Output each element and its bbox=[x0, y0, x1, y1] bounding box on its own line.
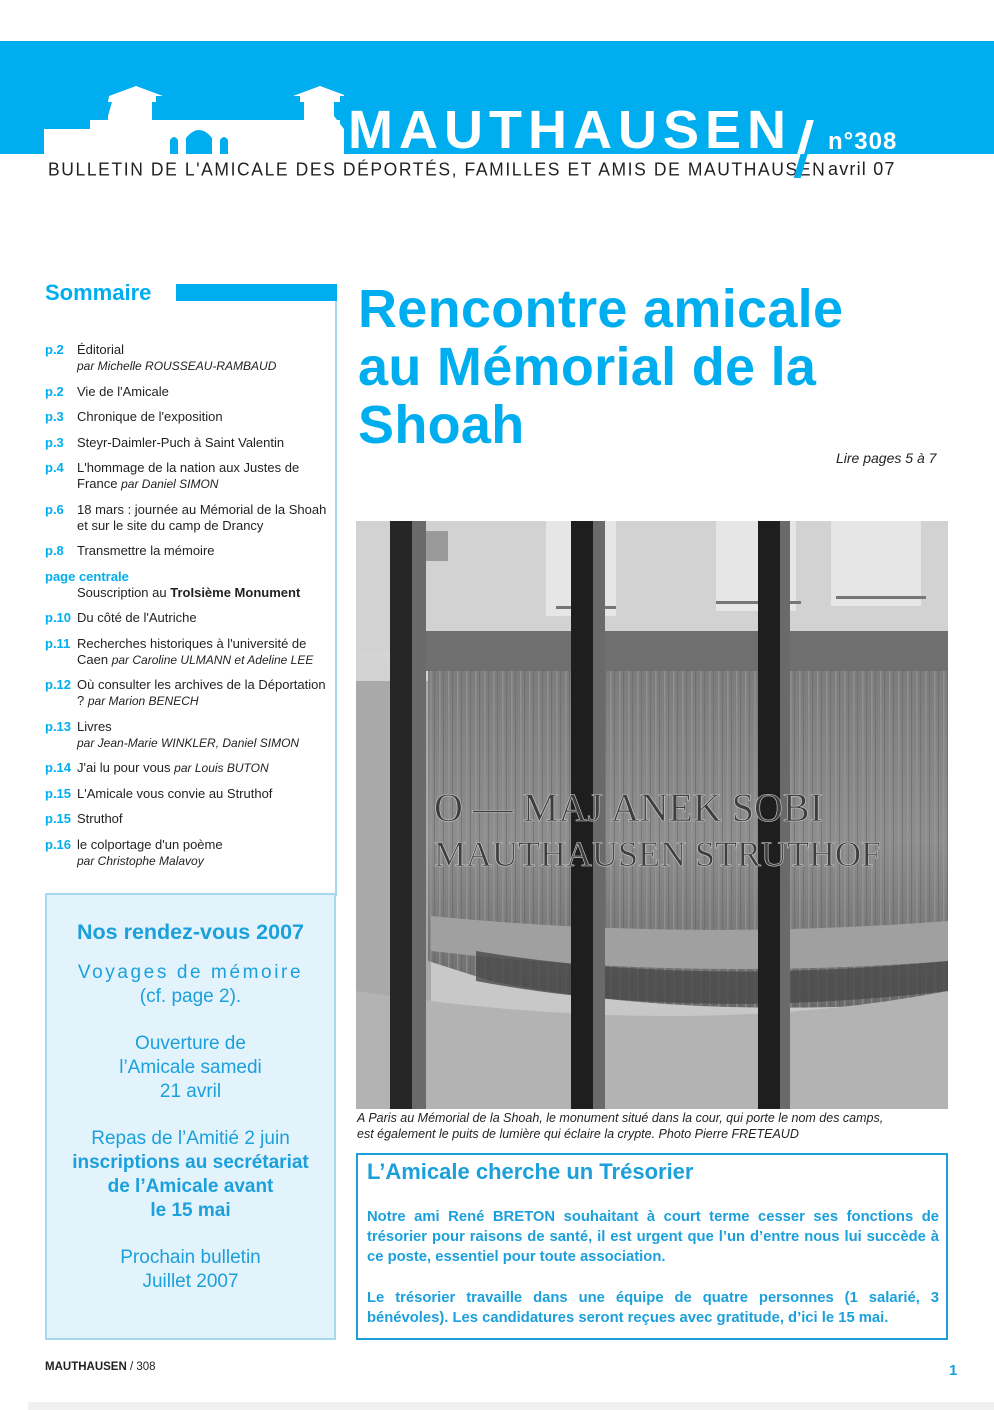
toc-text: Éditorial bbox=[77, 342, 124, 357]
toc-page: p.14 bbox=[45, 760, 72, 775]
toc-author: par Michelle ROUSSEAU-RAMBAUD bbox=[77, 359, 277, 373]
sommaire-border bbox=[335, 301, 337, 896]
sommaire-title: Sommaire bbox=[45, 280, 152, 305]
toc-item[interactable] bbox=[45, 636, 330, 668]
photo-caption bbox=[357, 1110, 957, 1142]
issue-date: avril 07 bbox=[828, 159, 896, 179]
toc-page: p.6 bbox=[45, 501, 64, 517]
toc-text-bold: TroIsième Monument bbox=[170, 584, 301, 600]
toc-page: p.2 bbox=[45, 342, 64, 357]
toc-text: Souscription au bbox=[77, 584, 167, 600]
events-inscriptions: de l’Amicale avant bbox=[107, 1176, 274, 1197]
toc-text: Où consulter les archives de la Déportation ? bbox=[77, 677, 326, 708]
toc-item[interactable] bbox=[45, 435, 330, 451]
toc-item[interactable] bbox=[45, 786, 330, 802]
toc-author: par Marion BENECH bbox=[87, 694, 199, 708]
toc-page: p.2 bbox=[45, 383, 64, 399]
events-repas: Repas de l’Amitié 2 juin bbox=[91, 1128, 290, 1149]
headline-line: Shoah bbox=[358, 395, 525, 455]
page-number: 1 bbox=[949, 1362, 958, 1379]
toc-text: Chronique de l'exposition bbox=[77, 409, 223, 424]
toc-page: p.15 bbox=[45, 811, 72, 826]
caption-line: A Paris au Mémorial de la Shoah, le monument situé dans la cour, qui porte le nom des camps, bbox=[357, 1111, 884, 1125]
toc-item-centrale[interactable] bbox=[45, 569, 330, 601]
toc-author: par Christophe Malavoy bbox=[77, 853, 204, 868]
memorial-photo bbox=[356, 521, 948, 1109]
caption-line: est également le puits de lumière qui éclaire la crypte. Photo Pierre FRETEAUD bbox=[357, 1127, 799, 1141]
toc-page: p.12 bbox=[45, 677, 72, 692]
toc-item[interactable] bbox=[45, 677, 330, 709]
events-ouverture-date: 21 avril bbox=[159, 1081, 222, 1102]
table-of-contents bbox=[45, 342, 330, 878]
toc-item[interactable] bbox=[45, 811, 330, 827]
headline-line: au Mémorial de la bbox=[358, 337, 817, 397]
toc-text: Recherches historiques à l'université de Caen bbox=[77, 635, 307, 667]
sommaire-title-bar bbox=[176, 284, 337, 301]
footer-brand: MAUTHAUSEN bbox=[45, 1361, 127, 1373]
toc-page: page centrale bbox=[45, 568, 129, 584]
toc-text: le colportage d'un poème bbox=[77, 836, 223, 852]
events-inscriptions: inscriptions au secrétariat bbox=[72, 1152, 309, 1173]
headline-line: Rencontre amicale bbox=[358, 279, 844, 339]
toc-author: par Daniel SIMON bbox=[121, 477, 219, 491]
footer-issue bbox=[45, 1361, 156, 1373]
toc-text: Steyr-Daimler-Puch à Saint Valentin bbox=[77, 434, 285, 450]
publication-title: MAUTHAUSEN bbox=[348, 106, 792, 154]
publication-subtitle: BULLETIN DE L'AMICALE DES DÉPORTÉS, FAMILLES ET AMIS DE MAUTHAUSEN bbox=[48, 158, 827, 180]
toc-item[interactable] bbox=[45, 460, 330, 492]
toc-page: p.8 bbox=[45, 543, 64, 558]
toc-item[interactable] bbox=[45, 760, 330, 776]
toc-text: Vie de l'Amicale bbox=[77, 383, 169, 399]
toc-text: Du côté de l'Autriche bbox=[77, 610, 197, 625]
toc-item[interactable] bbox=[45, 543, 330, 559]
toc-author: par Caroline ULMANN et Adeline LEE bbox=[111, 652, 314, 667]
toc-text: L'hommage de la nation aux Justes de France bbox=[77, 460, 300, 491]
toc-page: p.3 bbox=[45, 409, 64, 424]
toc-page: p.4 bbox=[45, 460, 64, 475]
toc-text: 18 mars : journée au Mémorial de la Shoah et sur le site du camp de Drancy bbox=[77, 501, 327, 533]
events-voyages-ref: (cf. page 2). bbox=[139, 986, 242, 1007]
treasurer-paragraph: Le trésorier travaille dans une équipe de quatre personnes (1 salarié, 3 bénévoles). Les candidatures seront reçues avec gratitude, d’ici le 15 mai. bbox=[367, 1290, 939, 1326]
toc-item[interactable] bbox=[45, 342, 330, 374]
toc-page: p.13 bbox=[45, 718, 72, 734]
events-voyages-line: Voyages de mémoire bbox=[77, 962, 304, 983]
toc-author: par Louis BUTON bbox=[174, 761, 269, 775]
toc-item[interactable] bbox=[45, 610, 330, 626]
toc-text: L'Amicale vous convie au Struthof bbox=[77, 785, 273, 801]
main-headline bbox=[358, 280, 958, 454]
toc-item[interactable] bbox=[45, 409, 330, 425]
treasurer-paragraph: Notre ami René BRETON souhaitant à court terme cesser ses fonctions de trésorier pour raisons de santé, il est urgent que l’un d’entre nous lui succède à ce poste, essentiel pour toute association. bbox=[367, 1209, 939, 1265]
events-box bbox=[45, 893, 336, 1340]
read-more-link[interactable]: Lire pages 5 à 7 bbox=[836, 450, 937, 466]
treasurer-notice-box bbox=[356, 1153, 948, 1340]
treasurer-title: L’Amicale cherche un Trésorier bbox=[367, 1159, 694, 1184]
toc-page: p.15 bbox=[45, 785, 72, 801]
events-title: Nos rendez-vous 2007 bbox=[76, 920, 305, 944]
footer-issue-number: / 308 bbox=[126, 1361, 156, 1373]
toc-item[interactable] bbox=[45, 384, 330, 400]
toc-text: Livres bbox=[77, 718, 112, 734]
toc-page: p.3 bbox=[45, 434, 64, 450]
toc-page: p.16 bbox=[45, 836, 72, 852]
events-next-bulletin-date: Juillet 2007 bbox=[142, 1271, 239, 1292]
building-silhouette-icon bbox=[44, 84, 344, 154]
engraving-text: MAUTHAUSEN STRUTHOF bbox=[434, 834, 882, 874]
toc-item[interactable] bbox=[45, 837, 330, 869]
toc-page: p.10 bbox=[45, 610, 72, 625]
events-next-bulletin: Prochain bulletin bbox=[120, 1247, 261, 1268]
toc-item[interactable] bbox=[45, 502, 330, 534]
toc-text: Transmettre la mémoire bbox=[77, 543, 215, 558]
events-ouverture-line: l’Amicale samedi bbox=[119, 1057, 262, 1078]
events-inscriptions-deadline: le 15 mai bbox=[150, 1200, 231, 1221]
toc-text: J'ai lu pour vous bbox=[77, 760, 171, 775]
events-ouverture-line: Ouverture de bbox=[135, 1033, 246, 1054]
toc-text: Struthof bbox=[77, 811, 123, 826]
engraving-text: O — MAJ ANEK SOBI bbox=[434, 785, 823, 830]
toc-item[interactable] bbox=[45, 719, 330, 751]
toc-author: par Jean-Marie WINKLER, Daniel SIMON bbox=[77, 735, 300, 750]
issue-number: n°308 bbox=[828, 130, 898, 154]
toc-page: p.11 bbox=[45, 635, 71, 651]
page-bottom-edge bbox=[28, 1402, 994, 1410]
